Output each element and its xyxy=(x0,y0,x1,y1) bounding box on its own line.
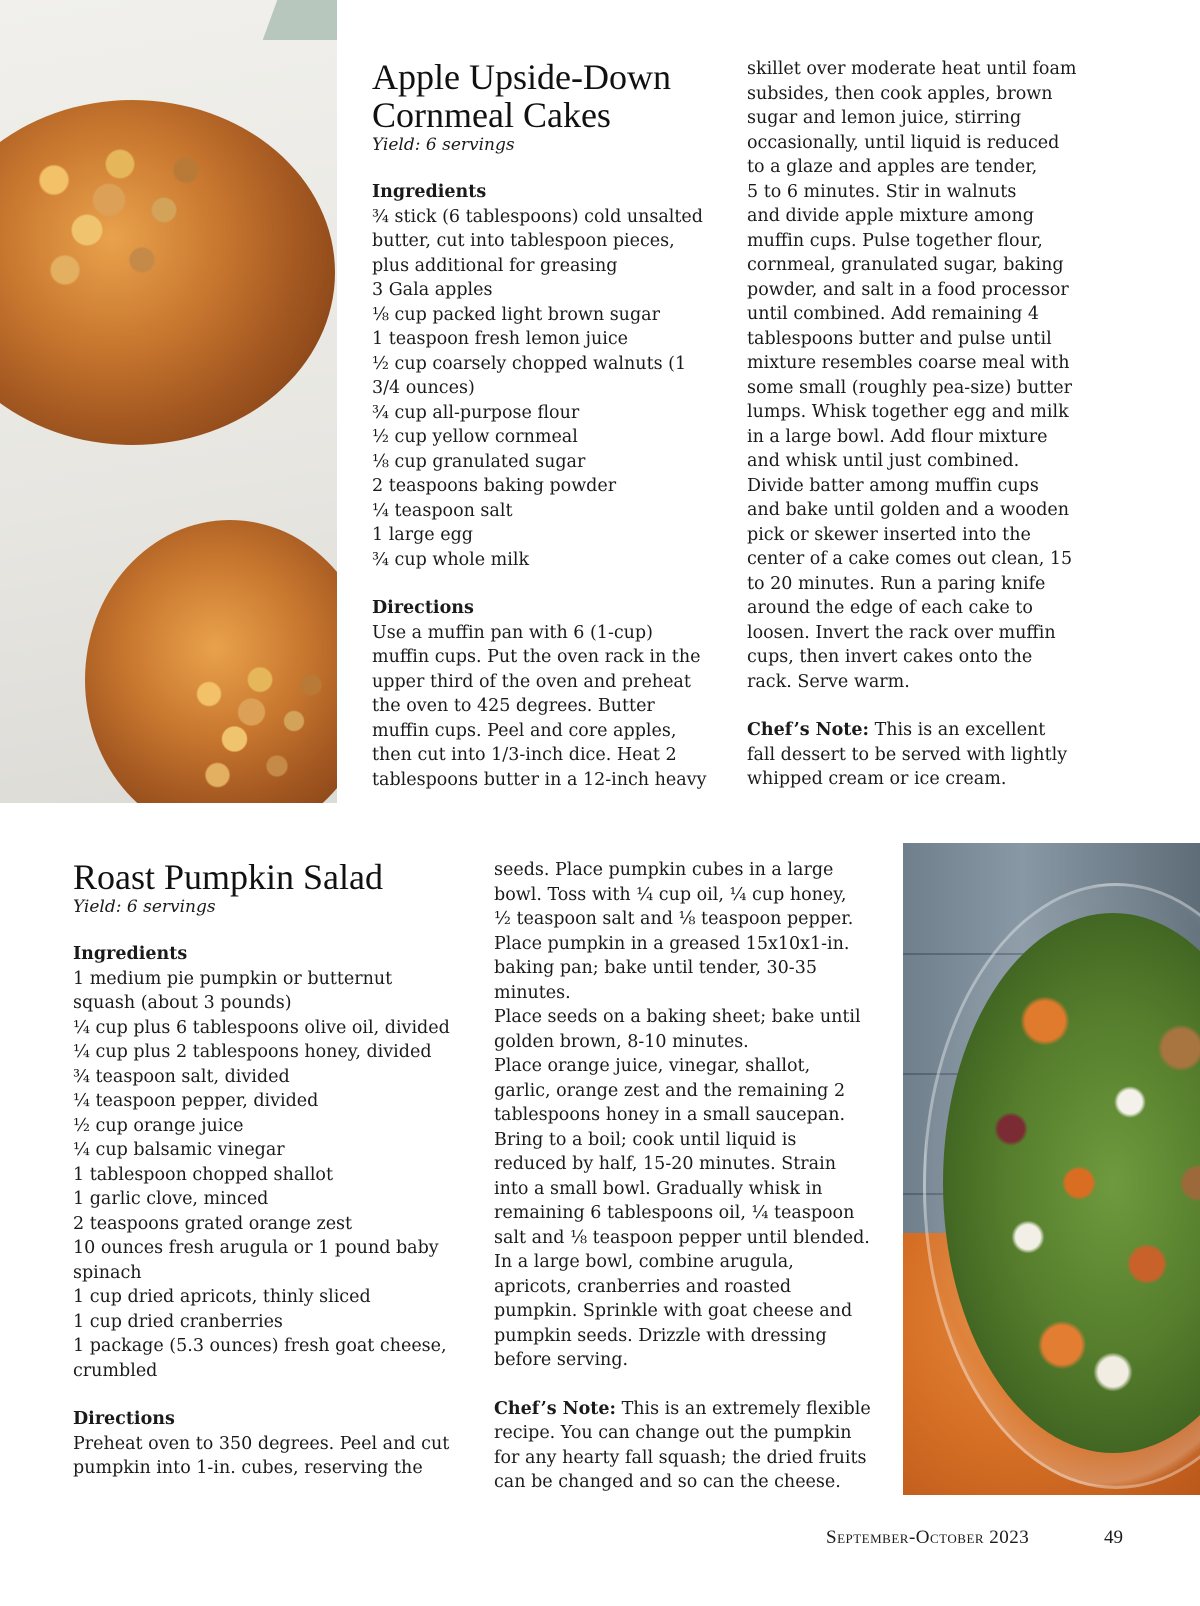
recipe1-note-label: Chef’s Note: xyxy=(747,720,869,740)
direction-line: lumps. Whisk together egg and milk xyxy=(747,402,1069,422)
direction-line: ½ teaspoon salt and ⅛ teaspoon pepper. xyxy=(494,909,854,929)
direction-line: bowl. Toss with ¼ cup oil, ¼ cup honey, xyxy=(494,884,847,905)
direction-line: Place seeds on a baking sheet; bake until xyxy=(494,1007,861,1027)
ingredient-line: 2 teaspoons baking powder xyxy=(372,476,617,496)
ingredient-line: 3/4 ounces) xyxy=(372,378,475,398)
recipe1-title: Apple Upside-Down Cornmeal Cakes xyxy=(372,57,671,135)
recipe1-note-line: fall dessert to be served with lightly xyxy=(747,744,1068,765)
ingredient-line: squash (about 3 pounds) xyxy=(73,993,292,1013)
ingredient-line: ½ cup orange juice xyxy=(73,1115,244,1136)
direction-line: powder, and salt in a food processor xyxy=(747,279,1069,300)
ingredient-line: ¾ stick (6 tablespoons) cold unsalted xyxy=(372,206,703,227)
direction-line: some small (roughly pea-size) butter xyxy=(747,377,1073,398)
ingredient-line: 1 large egg xyxy=(372,525,473,545)
ingredient-line: 1 tablespoon chopped shallot xyxy=(73,1164,333,1185)
direction-line: occasionally, until liquid is reduced xyxy=(747,132,1060,153)
direction-line: cornmeal, granulated sugar, baking xyxy=(747,255,1064,275)
recipe2-directions-heading: Directions xyxy=(73,1409,175,1429)
direction-line: muffin cups. Put the oven rack in the xyxy=(372,647,701,667)
ingredient-line: ⅛ cup packed light brown sugar xyxy=(372,304,660,325)
page-number: 49 xyxy=(1104,1527,1123,1548)
recipe2-chefs-note xyxy=(494,1397,894,1495)
recipe1-directions-heading: Directions xyxy=(372,598,474,618)
recipe2-directions-part2 xyxy=(494,858,894,1373)
direction-line: pumpkin into 1-in. cubes, reserving the xyxy=(73,1458,423,1478)
ingredient-line: ¼ cup plus 2 tablespoons honey, divided xyxy=(73,1042,432,1062)
ingredient-line: ½ cup coarsely chopped walnuts (1 xyxy=(372,353,687,374)
direction-line: Place pumpkin in a greased 15x10x1-in. xyxy=(494,933,850,954)
direction-line: 5 to 6 minutes. Stir in walnuts xyxy=(747,181,1017,202)
direction-line: seeds. Place pumpkin cubes in a large xyxy=(494,860,834,880)
ingredient-line: ¾ cup all-purpose flour xyxy=(372,402,580,423)
direction-line: cups, then invert cakes onto the xyxy=(747,647,1033,667)
pumpkin-salad-photo xyxy=(903,843,1200,1495)
ingredient-line: 1 cup dried cranberries xyxy=(73,1311,283,1332)
ingredient-line: 10 ounces fresh arugula or 1 pound baby xyxy=(73,1238,439,1258)
recipe2-column-left xyxy=(73,858,473,1481)
direction-line: salt and ⅛ teaspoon pepper until blended. xyxy=(494,1227,870,1248)
ingredient-line: ¼ cup balsamic vinegar xyxy=(73,1140,285,1160)
direction-line: garlic, orange zest and the remaining 2 xyxy=(494,1080,846,1101)
direction-line: upper third of the oven and preheat xyxy=(372,671,691,692)
direction-line: Place orange juice, vinegar, shallot, xyxy=(494,1056,811,1076)
direction-line: loosen. Invert the rack over muffin xyxy=(747,622,1056,643)
direction-line: In a large bowl, combine arugula, xyxy=(494,1252,794,1272)
direction-line: then cut into 1/3-inch dice. Heat 2 xyxy=(372,745,677,765)
recipe1-ingredients-list xyxy=(372,205,717,573)
direction-line: baking pan; bake until tender, 30-35 xyxy=(494,958,817,978)
ingredient-line: ¼ cup plus 6 tablespoons olive oil, divided xyxy=(73,1017,450,1038)
direction-line: Divide batter among muffin cups xyxy=(747,475,1039,496)
direction-line: around the edge of each cake to xyxy=(747,598,1033,618)
recipe1-note-line: This is an excellent xyxy=(869,720,1046,740)
recipe2-note-line: for any hearty fall squash; the dried fruits xyxy=(494,1447,867,1468)
ingredient-line: ¾ cup whole milk xyxy=(372,549,530,570)
ingredient-line: 1 package (5.3 ounces) fresh goat cheese, xyxy=(73,1336,447,1356)
direction-line: to a glaze and apples are tender, xyxy=(747,157,1038,177)
ingredient-line: spinach xyxy=(73,1262,142,1283)
ingredient-line: 2 teaspoons grated orange zest xyxy=(73,1213,353,1234)
recipe1-directions-part1 xyxy=(372,621,717,793)
direction-line: pick or skewer inserted into the xyxy=(747,524,1031,545)
ingredient-line: ¾ teaspoon salt, divided xyxy=(73,1066,290,1087)
recipe2-title: Roast Pumpkin Salad xyxy=(73,857,384,897)
recipe2-note-line: recipe. You can change out the pumpkin xyxy=(494,1423,852,1443)
ingredient-line: 1 teaspoon fresh lemon juice xyxy=(372,329,628,349)
direction-line: remaining 6 tablespoons oil, ¼ teaspoon xyxy=(494,1203,855,1223)
issue-date: September-October 2023 xyxy=(826,1527,1030,1548)
direction-line: and whisk until just combined. xyxy=(747,451,1020,471)
direction-line: tablespoons butter and pulse until xyxy=(747,328,1052,349)
direction-line: Preheat oven to 350 degrees. Peel and cut xyxy=(73,1433,450,1454)
direction-line: into a small bowl. Gradually whisk in xyxy=(494,1178,823,1199)
recipe2-note-label: Chef’s Note: xyxy=(494,1398,616,1419)
direction-line: and divide apple mixture among xyxy=(747,206,1034,226)
direction-line: tablespoons butter in a 12-inch heavy xyxy=(372,769,707,790)
ingredient-line: 3 Gala apples xyxy=(372,280,493,300)
recipe2-yield: Yield: 6 servings xyxy=(73,897,216,917)
direction-line: muffin cups. Pulse together flour, xyxy=(747,230,1043,251)
napkin-corner xyxy=(263,0,337,40)
recipe2-column-right xyxy=(494,858,894,1495)
direction-line: sugar and lemon juice, stirring xyxy=(747,108,1022,128)
direction-line: tablespoons honey in a small saucepan. xyxy=(494,1105,846,1125)
direction-line: mixture resembles coarse meal with xyxy=(747,353,1070,373)
direction-line: the oven to 425 degrees. Butter xyxy=(372,696,655,716)
ingredient-line: 1 garlic clove, minced xyxy=(73,1189,269,1209)
direction-line: reduced by half, 15-20 minutes. Strain xyxy=(494,1154,836,1174)
direction-line: Bring to a boil; cook until liquid is xyxy=(494,1129,797,1150)
ingredient-line: butter, cut into tablespoon pieces, xyxy=(372,231,675,251)
ingredient-line: 1 cup dried apricots, thinly sliced xyxy=(73,1287,371,1307)
direction-line: Use a muffin pan with 6 (1-cup) xyxy=(372,622,653,643)
apple-cakes-photo xyxy=(0,0,337,803)
direction-line: center of a cake comes out clean, 15 xyxy=(747,549,1073,569)
recipe2-ingredients-heading: Ingredients xyxy=(73,944,188,964)
ingredient-line: crumbled xyxy=(73,1360,158,1381)
recipe2-directions-part1 xyxy=(73,1432,473,1481)
recipe2-note-line: can be changed and so can the cheese. xyxy=(494,1472,841,1492)
recipe1-column-left xyxy=(372,58,717,792)
direction-line: muffin cups. Peel and core apples, xyxy=(372,720,677,741)
recipe1-chefs-note xyxy=(747,718,1107,792)
direction-line: until combined. Add remaining 4 xyxy=(747,304,1040,324)
recipe1-column-right xyxy=(747,57,1107,792)
ingredient-line: ½ cup yellow cornmeal xyxy=(372,427,578,447)
direction-line: skillet over moderate heat until foam xyxy=(747,59,1077,79)
direction-line: in a large bowl. Add flour mixture xyxy=(747,426,1048,447)
ingredient-line: ¼ teaspoon pepper, divided xyxy=(73,1091,319,1111)
recipe2-note-line: This is an extremely flexible xyxy=(616,1398,871,1419)
ingredient-line: ⅛ cup granulated sugar xyxy=(372,451,586,472)
ingredient-line: plus additional for greasing xyxy=(372,255,618,276)
direction-line: to 20 minutes. Run a paring knife xyxy=(747,573,1046,594)
direction-line: pumpkin seeds. Drizzle with dressing xyxy=(494,1325,827,1346)
ingredient-line: ¼ teaspoon salt xyxy=(372,500,513,521)
direction-line: minutes. xyxy=(494,982,571,1003)
direction-line: before serving. xyxy=(494,1350,629,1370)
direction-line: subsides, then cook apples, brown xyxy=(747,83,1053,104)
ingredient-line: 1 medium pie pumpkin or butternut xyxy=(73,968,393,989)
direction-line: rack. Serve warm. xyxy=(747,671,910,692)
recipe1-note-line: whipped cream or ice cream. xyxy=(747,769,1007,789)
recipe1-yield: Yield: 6 servings xyxy=(372,135,515,155)
direction-line: and bake until golden and a wooden xyxy=(747,500,1070,520)
recipe1-directions-part2 xyxy=(747,57,1107,694)
direction-line: golden brown, 8-10 minutes. xyxy=(494,1031,749,1052)
recipe1-ingredients-heading: Ingredients xyxy=(372,182,487,202)
direction-line: pumpkin. Sprinkle with goat cheese and xyxy=(494,1301,853,1321)
recipe2-ingredients-list xyxy=(73,967,473,1384)
direction-line: apricots, cranberries and roasted xyxy=(494,1276,792,1297)
